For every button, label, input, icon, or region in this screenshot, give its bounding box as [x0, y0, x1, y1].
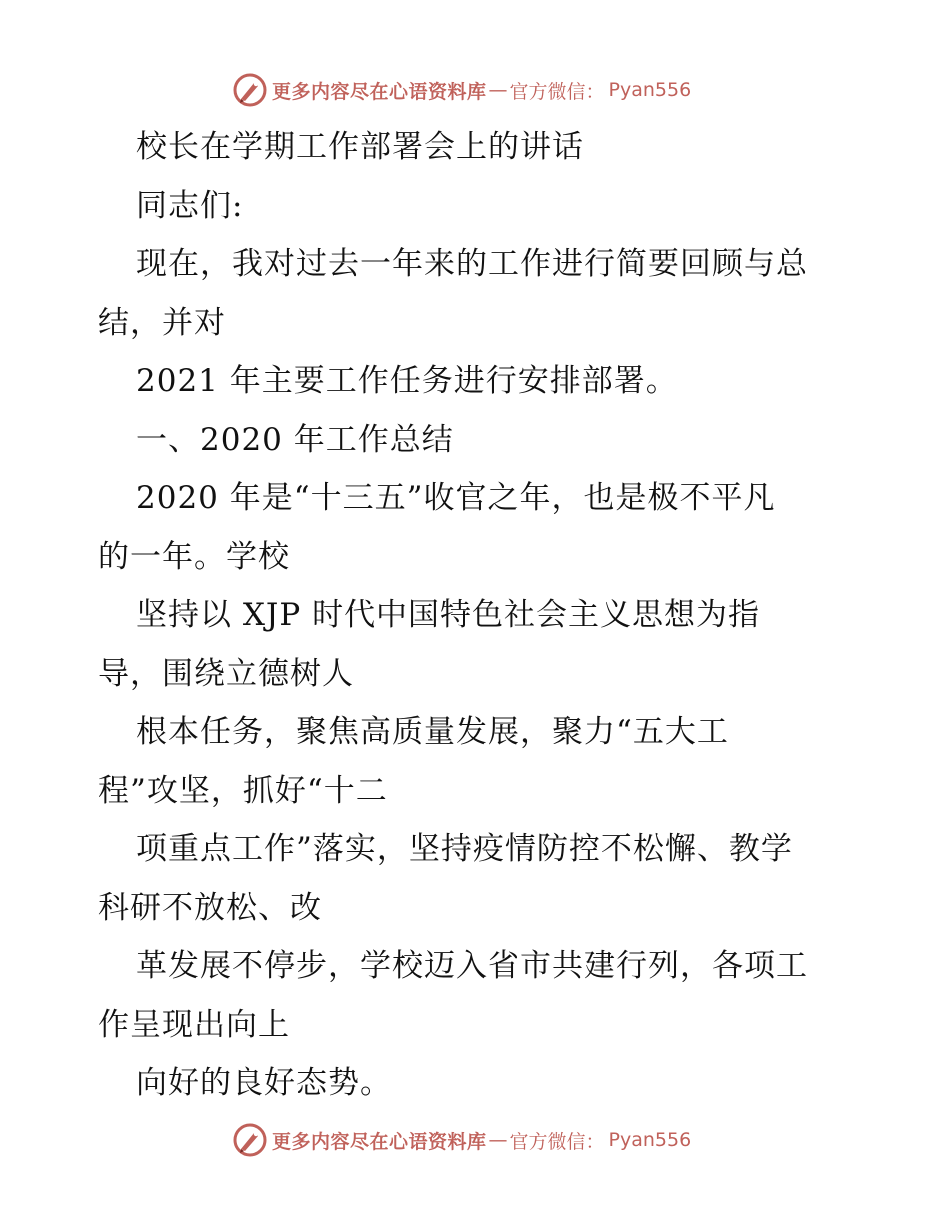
watermark-label: 官方微信： [509, 80, 605, 103]
watermark-label: 官方微信： [509, 1130, 605, 1153]
paragraph-line: 现在，我对过去一年来的工作进行简要回顾与总 [136, 246, 808, 282]
pen-circle-logo-icon [232, 72, 268, 108]
paragraph-line: 结，并对 [98, 304, 226, 341]
section-heading: 一、2020 年工作总结 [136, 421, 454, 458]
watermark-account: Pyan556 [608, 1129, 692, 1151]
paragraph-line: 2021 年主要工作任务进行安排部署。 [136, 363, 678, 399]
paragraph-line: 导，围绕立德树人 [98, 655, 354, 692]
paragraph-line: 坚持以 XJP 时代中国特色社会主义思想为指 [136, 597, 761, 633]
document-body [98, 118, 858, 1113]
paragraph-line: 作呈现出向上 [98, 1006, 290, 1043]
paragraph-line: 的一年。学校 [98, 538, 290, 575]
paragraph-line: 革发展不停步，学校迈入省市共建行列，各项工 [136, 948, 808, 984]
paragraph-line: 根本任务，聚焦高质量发展，聚力“五大工 [136, 714, 729, 750]
pen-circle-logo-icon [232, 1122, 268, 1158]
paragraph-line: 程”攻坚，抓好“十二 [98, 772, 388, 809]
paragraph-line: 科研不放松、改 [98, 889, 322, 926]
paragraph-line: 2020 年是“十三五”收官之年，也是极不平凡 [136, 480, 776, 516]
watermark-site-text: 更多内容尽在心语资料库 [272, 1130, 487, 1153]
footer-watermark [232, 1120, 691, 1160]
salutation: 同志们: [136, 187, 244, 224]
paragraph-line: 向好的良好态势。 [136, 1065, 392, 1101]
watermark-dash: — [488, 1129, 508, 1151]
watermark-account: Pyan556 [608, 79, 692, 101]
paragraph-line: 项重点工作”落实，坚持疫情防控不松懈、教学 [136, 831, 793, 867]
watermark-site-text: 更多内容尽在心语资料库 [272, 80, 487, 103]
document-title: 校长在学期工作部署会上的讲话 [136, 129, 584, 165]
header-watermark [232, 70, 691, 110]
watermark-dash: — [488, 79, 508, 101]
